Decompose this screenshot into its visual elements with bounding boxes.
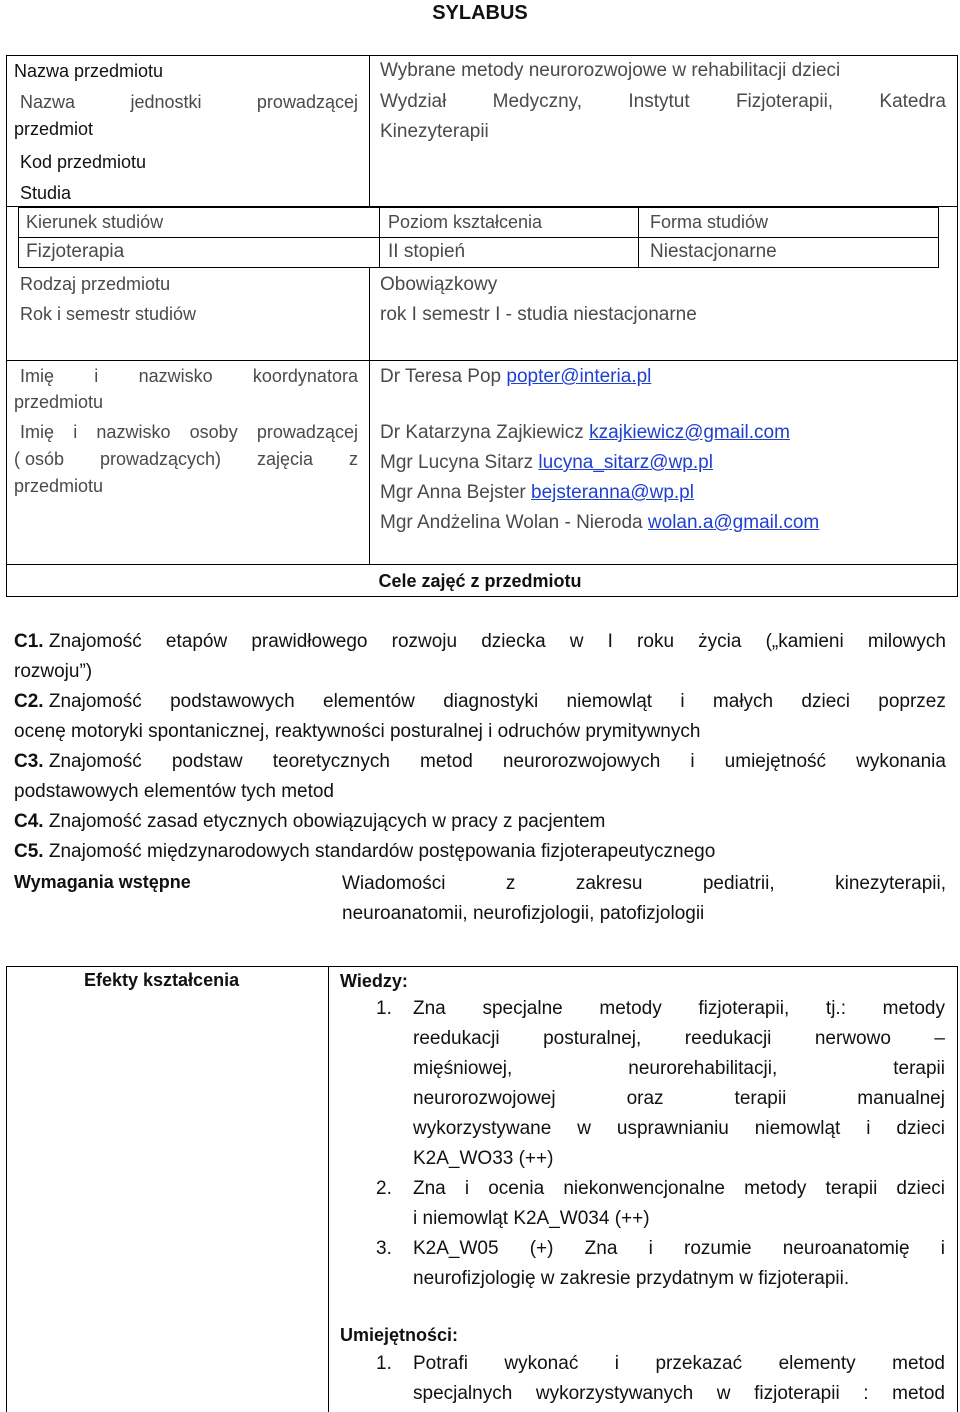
goal-item-continuation: rozwoju”): [14, 661, 93, 682]
knowledge-heading: Wiedzy:: [340, 971, 408, 991]
studies-value-level: II stopień: [388, 241, 466, 262]
studies-value-field: Fizjoterapia: [26, 241, 125, 262]
coordinator-email-link[interactable]: popter@interia.pl: [506, 366, 652, 387]
studies-header-form: Forma studiów: [650, 212, 769, 232]
studies-label: Studia: [20, 183, 72, 203]
teacher-email-link[interactable]: bejsteranna@wp.pl: [531, 482, 694, 503]
coordinator-label-line1: Imię i nazwisko koordynatora: [20, 366, 358, 386]
teacher-entry: [380, 480, 694, 506]
teacher-name: Dr Katarzyna Zajkiewicz: [380, 422, 590, 443]
type-value: Obowiązkowy: [380, 274, 498, 295]
prerequisites-line2: neuroanatomii, neurofizjologii, patofizjologii: [342, 903, 705, 924]
goals-heading: Cele zajęć z przedmiotu: [378, 571, 582, 591]
year-label: Rok i semestr studiów: [20, 304, 197, 324]
knowledge-item-number: 1.: [376, 998, 392, 1019]
type-label: Rodzaj przedmiotu: [20, 274, 171, 294]
unit-label-line2: przedmiot: [14, 119, 94, 139]
goal-item-continuation: podstawowych elementów tych metod: [14, 781, 334, 802]
goal-item: C3. Znajomość podstaw teoretycznych metod neurorozwojowych i umiejętność wykonania: [14, 751, 946, 772]
course-name-value: Wybrane metody neurorozwojowe w rehabilitacji dzieci: [380, 60, 841, 81]
studies-header-field: Kierunek studiów: [26, 212, 164, 232]
goal-item: C5. Znajomość międzynarodowych standardów postępowania fizjoterapeutycznego: [14, 841, 716, 862]
teacher-name: Mgr Anna Bejster: [380, 482, 532, 503]
knowledge-item-number: 3.: [376, 1238, 392, 1259]
skills-item-number: 1.: [376, 1353, 392, 1374]
studies-header-level: Poziom kształcenia: [388, 212, 543, 232]
coordinator-label-line2: przedmiotu: [14, 392, 104, 412]
skills-heading: Umiejętności:: [340, 1325, 459, 1345]
course-name-label: Nazwa przedmiotu: [14, 61, 164, 81]
unit-value-line1: Wydział Medyczny, Instytut Fizjoterapii, Katedra: [380, 91, 946, 112]
teachers-label-line2: ( osób prowadzących) zajęcia z: [14, 449, 358, 469]
prerequisites-line1: Wiadomości z zakresu pediatrii, kinezyterapii,: [342, 873, 946, 894]
knowledge-item-number: 2.: [376, 1178, 392, 1199]
page-title: SYLABUS: [432, 2, 528, 24]
unit-value-line2: Kinezyterapii: [380, 121, 489, 142]
teacher-entry: [380, 420, 790, 446]
year-value: rok I semestr I - studia niestacjonarne: [380, 304, 697, 325]
teacher-entry: [380, 510, 819, 536]
coordinator-entry: [380, 364, 651, 390]
teacher-email-link[interactable]: wolan.a@gmail.com: [647, 512, 820, 533]
goal-item: C1. Znajomość etapów prawidłowego rozwoju dziecka w I roku życia („kamieni milowych: [14, 631, 946, 652]
unit-label-line1: Nazwa jednostki prowadzącej: [20, 92, 358, 112]
code-label: Kod przedmiotu: [20, 152, 147, 172]
prerequisites-label: Wymagania wstępne: [14, 872, 191, 892]
teachers-label-line1: Imię i nazwisko osoby prowadzącej: [20, 422, 358, 442]
teacher-name: Mgr Lucyna Sitarz: [380, 452, 539, 473]
goal-item: C2. Znajomość podstawowych elementów diagnostyki niemowląt i małych dzieci poprzez: [14, 691, 946, 712]
teacher-entry: [380, 450, 713, 476]
teacher-email-link[interactable]: lucyna_sitarz@wp.pl: [538, 452, 713, 473]
goal-item-continuation: ocenę motoryki spontanicznej, reaktywności posturalnej i odruchów prymitywnych: [14, 721, 701, 742]
studies-value-form: Niestacjonarne: [650, 241, 777, 262]
teacher-email-link[interactable]: kzajkiewicz@gmail.com: [589, 422, 790, 443]
teachers-label-line3: przedmiotu: [14, 476, 104, 496]
coordinator-name: Dr Teresa Pop: [380, 366, 507, 387]
teacher-name: Mgr Andżelina Wolan - Nieroda: [380, 512, 648, 533]
goal-item: C4. Znajomość zasad etycznych obowiązujących w pracy z pacjentem: [14, 811, 606, 832]
outcomes-label: Efekty kształcenia: [84, 970, 240, 990]
